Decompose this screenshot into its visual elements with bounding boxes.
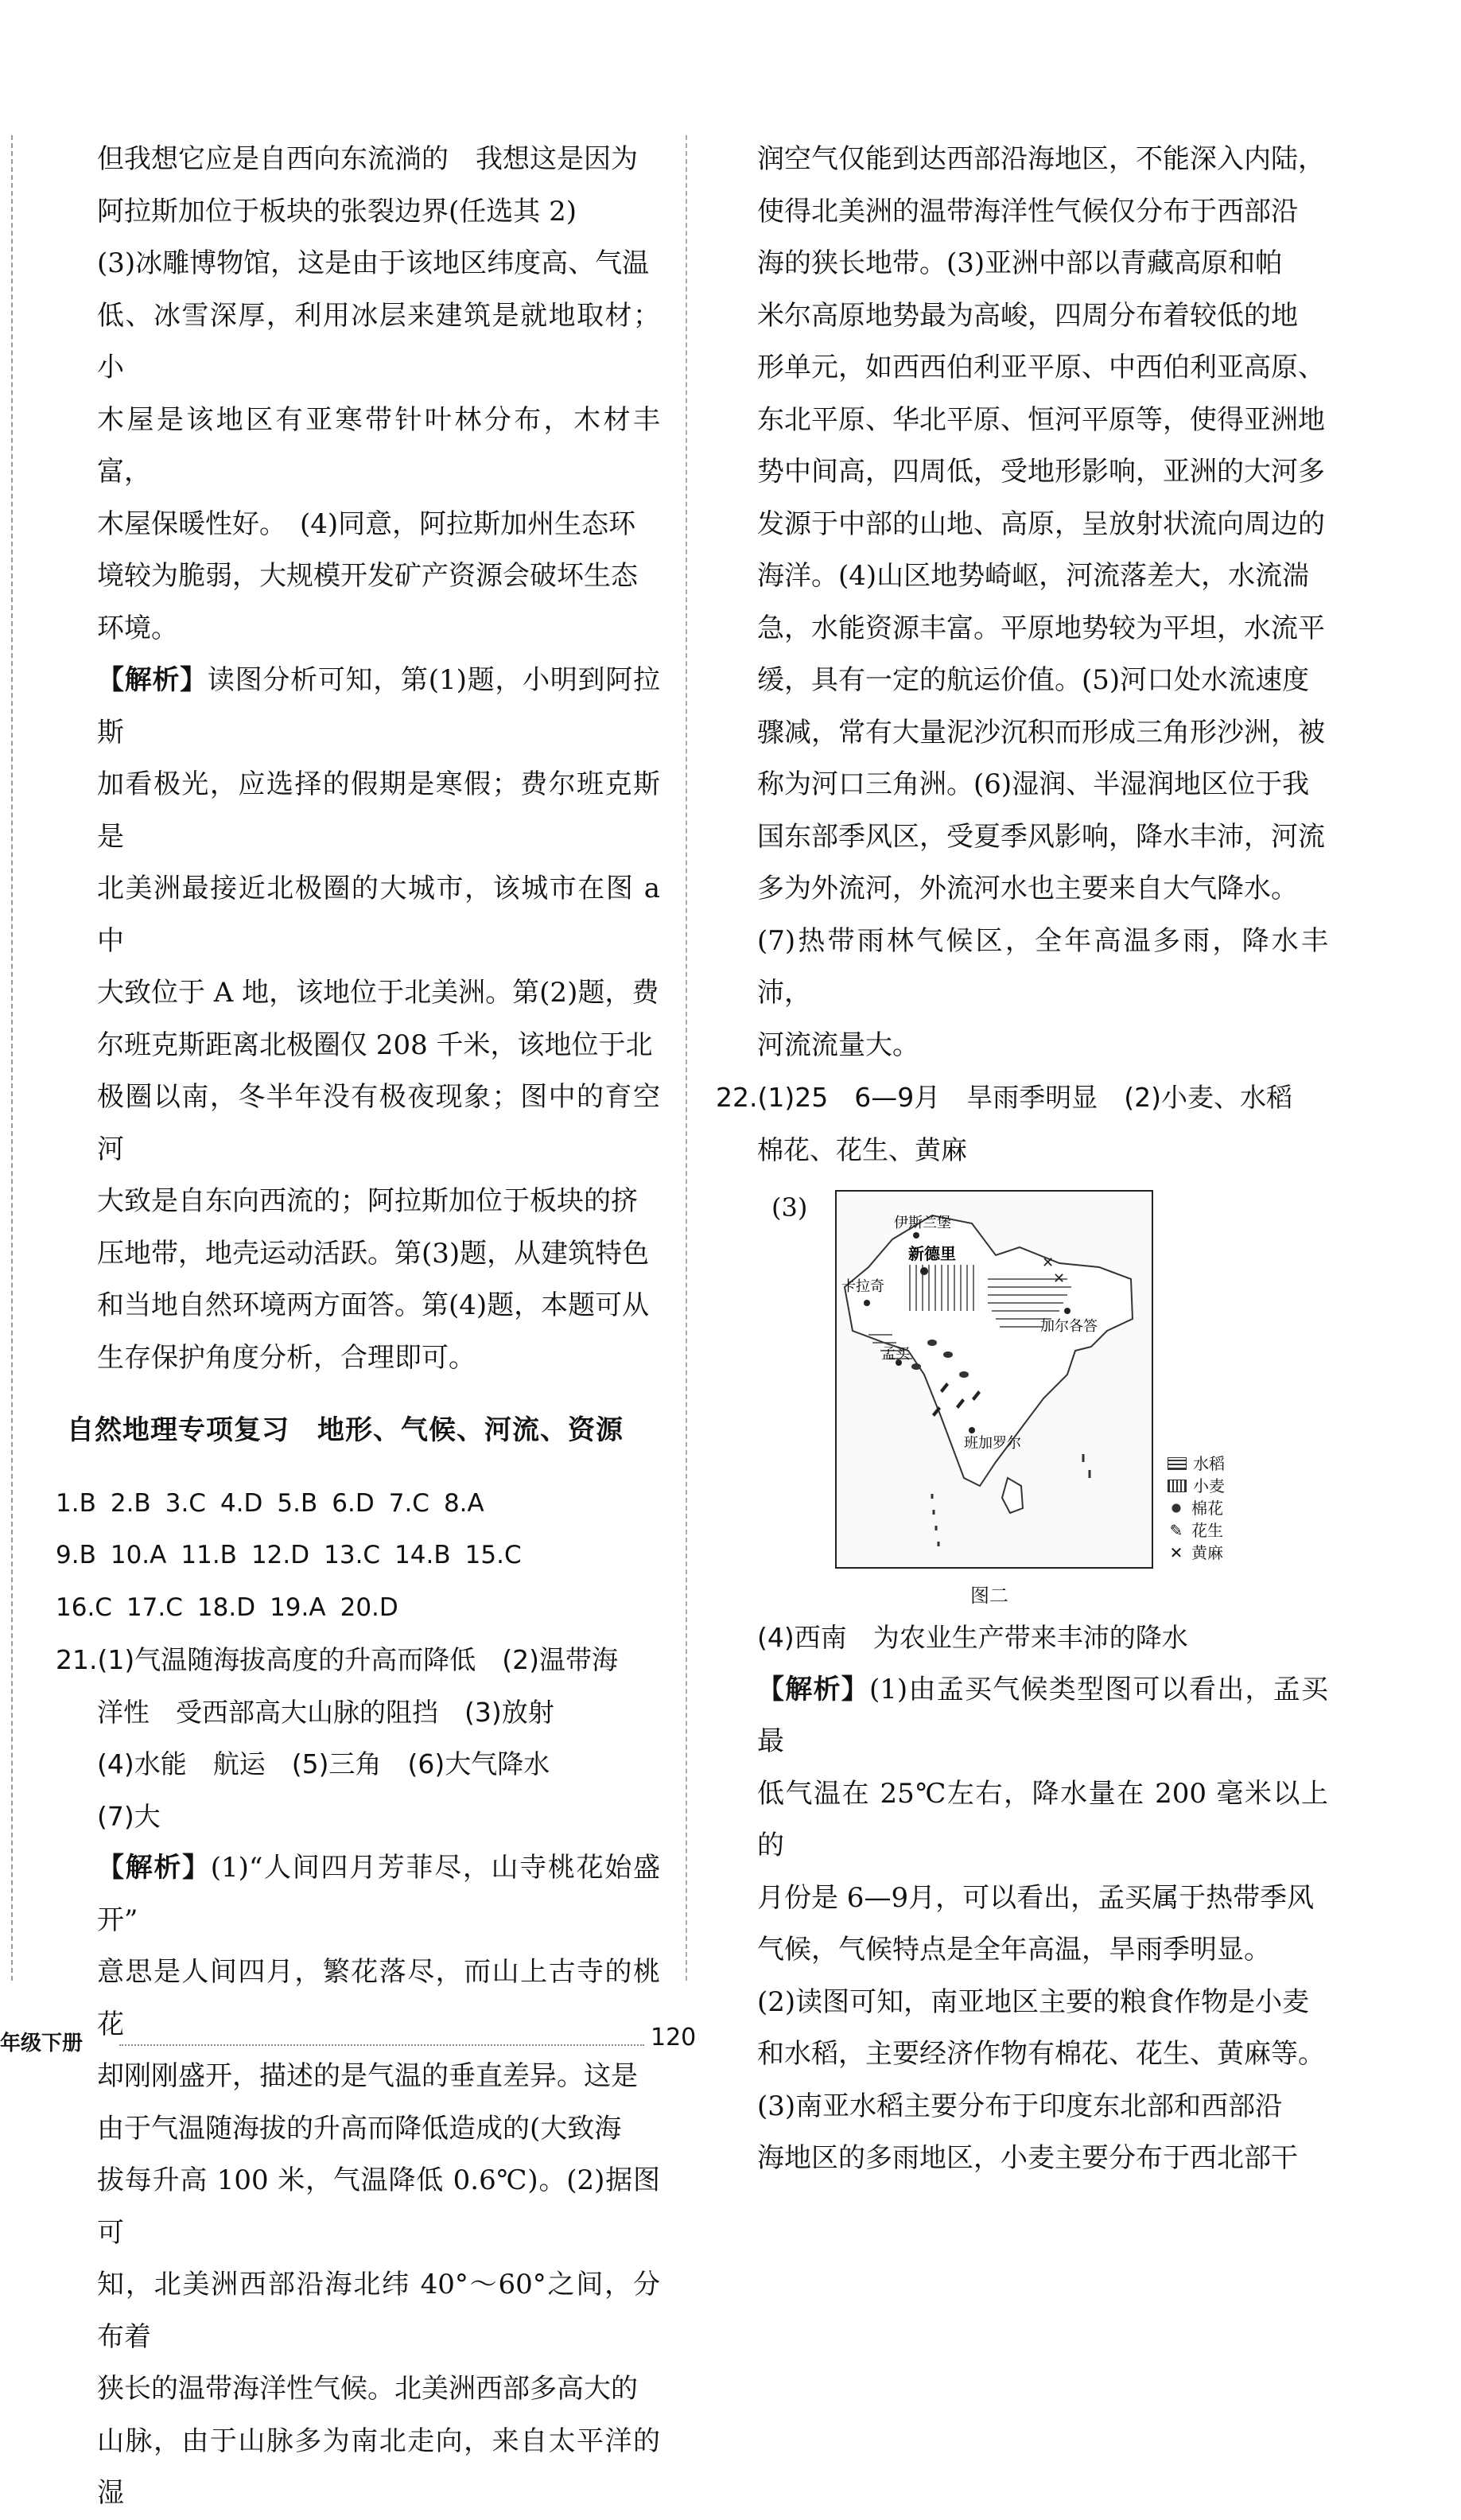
text-line: 环境。	[97, 612, 178, 644]
legend-item: ✎ 花生	[1169, 1521, 1223, 1540]
legend-label: 小麦	[1193, 1476, 1225, 1495]
answer: 8.A	[443, 1488, 484, 1518]
text-line: 境较为脆弱，大规模开发矿产资源会破坏生态	[97, 560, 638, 592]
text-line: 意思是人间四月，繁花落尽，而山上古寺的桃花	[97, 1956, 660, 2040]
answer-row	[56, 1530, 660, 1582]
text-line: 称为河口三角洲。(6)湿润、半湿润地区位于我	[757, 768, 1310, 800]
answer: 18.D	[196, 1592, 256, 1622]
text-line: 木屋保暖性好。 (4)同意，阿拉斯加州生态环	[97, 508, 636, 540]
section-title: 自然地理专项复习 地形、气候、河流、资源	[67, 1414, 624, 1446]
city-label: 伊斯兰堡	[894, 1215, 951, 1231]
right-paragraph-1	[716, 134, 1328, 1071]
question-22	[716, 1071, 1328, 1176]
answer: 4.D	[220, 1488, 263, 1518]
text-line: (2)读图可知，南亚地区主要的粮食作物是小麦	[757, 1985, 1310, 2018]
column-divider	[686, 135, 687, 1981]
answer: 13.C	[324, 1541, 381, 1569]
text-line: 木屋是该地区有亚寒带针叶林分布，木材丰富，	[97, 403, 660, 488]
text-line: 加看极光，应选择的假期是寒假；费尔班克斯是	[97, 768, 660, 853]
answer: 15.C	[464, 1541, 522, 1569]
footer-dotted-line	[119, 2044, 644, 2046]
text-line: 使得北美洲的温带海洋性气候仅分布于西部沿	[757, 195, 1298, 228]
answer: 10.A	[110, 1541, 167, 1569]
text-line: 大致是自东向西流的；阿拉斯加位于板块的挤	[97, 1185, 638, 1217]
page-number: 120	[651, 2024, 697, 2051]
text-line: 势中间高，四周低，受地形影响，亚洲的大河多	[757, 456, 1325, 488]
left-paragraph-1	[56, 134, 660, 238]
text-line: (3)冰雕博物馆，这是由于该地区纬度高、气温	[97, 247, 650, 279]
text-line: 月份是 6—9月，可以看出，孟买属于热带季风	[757, 1881, 1315, 1914]
text-line: 润空气仅能到达西部沿海地区，不能深入内陆，	[757, 143, 1325, 175]
analysis-block-2	[56, 1842, 660, 2520]
map-legend	[1168, 1452, 1225, 1564]
answer: 6.D	[332, 1488, 375, 1518]
left-column	[56, 134, 660, 2520]
text-line: (4)水能 航运 (5)三角 (6)大气降水	[97, 1748, 550, 1779]
text-line: 压地带，地壳运动活跃。第(3)题，从建筑特色	[97, 1237, 650, 1270]
text-line: (7)热带雨林气候区，全年高温多雨，降水丰沛，	[757, 924, 1328, 1009]
analysis-tag: 【解析】	[97, 1852, 211, 1884]
text-line: 却刚刚盛开，描述的是气温的垂直差异。这是	[97, 2060, 638, 2092]
text-line: 棉花、花生、黄麻	[757, 1134, 967, 1165]
city-label: 加尔各答	[1040, 1318, 1098, 1335]
text-line: 知，北美洲西部沿海北纬 40°～60°之间，分布着	[97, 2269, 660, 2353]
text-line: 尔班克斯距离北极圈仅 208 千米，该地位于北	[97, 1029, 653, 1061]
text-line: 山脉，由于山脉多为南北走向，来自太平洋的湿	[97, 2425, 660, 2509]
text-line: 发源于中部的山地、高原，呈放射状流向周边的	[757, 508, 1325, 540]
answer: 19.A	[270, 1592, 326, 1622]
text-line: 狭长的温带海洋性气候。北美洲西部多高大的	[97, 2373, 638, 2405]
legend-label: 花生	[1191, 1521, 1223, 1540]
legend-label: 棉花	[1191, 1499, 1223, 1518]
analysis-block-1	[56, 655, 660, 1384]
text-line: 急，水能资源丰富。平原地势较为平坦，水流平	[757, 612, 1325, 644]
text-line: 阿拉斯加位于板块的张裂边界(任选其 2)	[97, 195, 577, 228]
map-caption: 图二	[970, 1585, 1008, 1607]
legend-label: 水稻	[1193, 1454, 1225, 1473]
text-line: 大致位于 A 地，该地位于北美洲。第(2)题，费	[97, 977, 659, 1009]
text-line: 但我想它应是自西向东流淌的 我想这是因为	[97, 143, 638, 175]
text-line: 生存保护角度分析，合理即可。	[97, 1341, 476, 1374]
answer-key	[56, 1478, 660, 1635]
city-label: 班加罗尔	[964, 1435, 1021, 1452]
legend-item	[1168, 1497, 1225, 1519]
city-label: 新德里	[908, 1244, 956, 1263]
legend-item	[1168, 1452, 1225, 1475]
analysis-text: 读图分析可知，第(1)题，小明到阿拉斯	[97, 664, 660, 749]
answer: 12.D	[251, 1541, 310, 1569]
text-line: 21.(1)气温随海拔高度的升高而降低 (2)温带海	[56, 1644, 618, 1675]
answer-row	[56, 1478, 660, 1530]
text-line	[97, 1842, 660, 1946]
map-label: (3)	[771, 1192, 808, 1223]
answer: 5.B	[277, 1488, 318, 1518]
answer: 9.B	[56, 1541, 96, 1569]
text-line	[97, 655, 660, 759]
text-line: 洋性 受西部高大山脉的阻挡 (3)放射	[97, 1696, 554, 1728]
text-line: 低、冰雪深厚，利用冰层来建筑是就地取材；小	[97, 299, 660, 383]
text-line: 海洋。(4)山区地势崎岖，河流落差大，水流湍	[757, 560, 1310, 592]
map-figure	[716, 1182, 1328, 1612]
text-line: 极圈以南，冬半年没有极夜现象；图中的育空河	[97, 1081, 660, 1165]
legend-item: ✕ 黄麻	[1169, 1543, 1223, 1562]
left-paragraph-2	[56, 238, 660, 655]
answer: 7.C	[388, 1488, 429, 1518]
text-line: (4)西南 为农业生产带来丰沛的降水	[757, 1622, 1188, 1653]
text-line: 东北平原、华北平原、恒河平原等，使得亚洲地	[757, 403, 1325, 436]
analysis-text: (1)由孟买气候类型图可以看出，孟买最	[757, 1673, 1329, 1757]
text-line: 缓，具有一定的航运价值。(5)河口处水流速度	[757, 664, 1310, 696]
page-footer	[0, 2024, 1461, 2059]
answer: 20.D	[340, 1592, 398, 1622]
map-drawing	[837, 1192, 1152, 1567]
analysis-tag: 【解析】	[757, 1673, 870, 1705]
legend-item	[1168, 1475, 1225, 1497]
text-line	[757, 1664, 1328, 1768]
text-line: 多为外流河，外流河水也主要来自大气降水。	[757, 873, 1298, 904]
legend-label: 黄麻	[1191, 1543, 1223, 1562]
text-line: 北美洲最接近北极圈的大城市，该城市在图 a 中	[97, 873, 660, 957]
analysis-text: (1)“人间四月芳菲尽，山寺桃花始盛开”	[97, 1852, 661, 1936]
answer: 11.B	[181, 1541, 237, 1569]
text-line: 河流流量大。	[757, 1029, 919, 1061]
analysis-tag: 【解析】	[97, 664, 208, 696]
question-21	[56, 1634, 660, 1842]
text-line: 和当地自然环境两方面答。第(4)题，本题可从	[97, 1289, 650, 1321]
analysis-block-3	[716, 1664, 1328, 2185]
text-line: 由于气温随海拔的升高而降低造成的(大致海	[97, 2112, 622, 2145]
answer: 2.B	[110, 1488, 151, 1518]
answer: 14.B	[394, 1541, 451, 1569]
right-column	[716, 134, 1328, 2185]
answer: 16.C	[56, 1592, 112, 1622]
text-line: 和水稻，主要经济作物有棉花、花生、黄麻等。	[757, 2038, 1325, 2070]
text-line: 22.(1)25 6—9月 旱雨季明显 (2)小麦、水稻	[716, 1082, 1292, 1113]
answer: 3.C	[165, 1488, 206, 1518]
city-label: 孟买	[881, 1346, 910, 1363]
svg-text:✕: ✕	[1042, 1254, 1055, 1271]
text-line: 米尔高原地势最为高峻，四周分布着较低的地	[757, 299, 1298, 332]
svg-text:✕: ✕	[1053, 1270, 1066, 1287]
text-line: 海的狭长地带。(3)亚洲中部以青藏高原和帕	[757, 247, 1283, 279]
text-line: 形单元，如西西伯利亚平原、中西伯利亚高原、	[757, 352, 1325, 383]
south-asia-map	[835, 1190, 1153, 1569]
question-22-4	[716, 1612, 1328, 1664]
text-line: 低气温在 25℃左右，降水量在 200 毫米以上的	[757, 1777, 1328, 1861]
sri-lanka-outline	[1002, 1478, 1023, 1513]
text-line: 骤减，常有大量泥沙沉积而形成三角形沙洲，被	[757, 716, 1325, 749]
text-line: (7)大	[97, 1800, 161, 1832]
text-line: 拔每升高 100 米，气温降低 0.6℃)。(2)据图可	[97, 2164, 660, 2249]
binding-line	[11, 135, 13, 1981]
answer-row	[56, 1582, 660, 1635]
text-line: 海地区的多雨地区，小麦主要分布于西北部干	[757, 2142, 1298, 2174]
text-line: (3)南亚水稻主要分布于印度东北部和西部沿	[757, 2090, 1283, 2122]
text-line: 气候，气候特点是全年高温，旱雨季明显。	[757, 1934, 1271, 1966]
grade-label: 年级下册	[0, 2032, 84, 2055]
city-label: 卡拉奇	[841, 1278, 884, 1295]
answer: 1.B	[56, 1488, 96, 1518]
answer: 17.C	[126, 1592, 183, 1622]
text-line: 国东部季风区，受夏季风影响，降水丰沛，河流	[757, 820, 1325, 853]
